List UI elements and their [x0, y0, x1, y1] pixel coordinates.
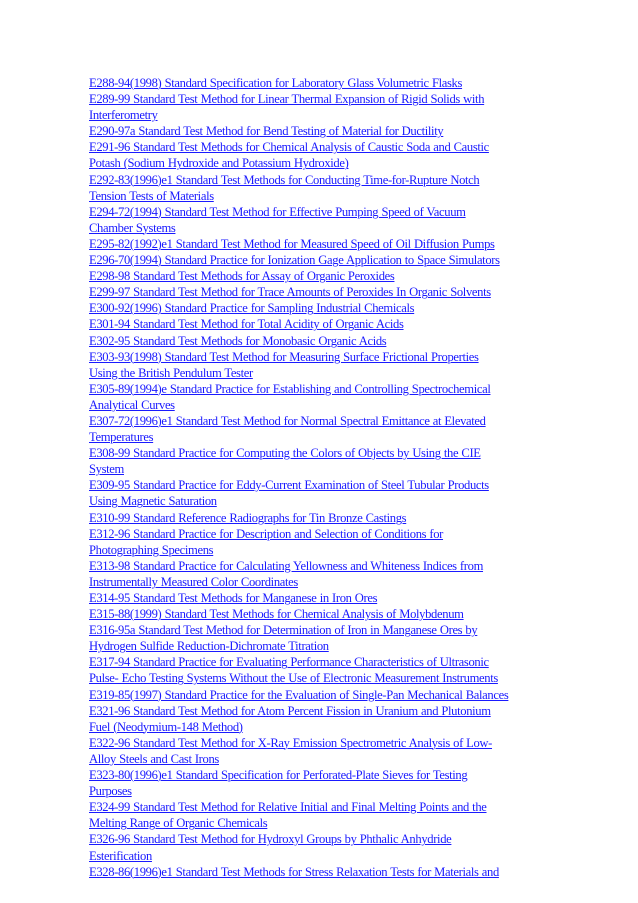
standard-link[interactable]: E289-99 Standard Test Method for Linear Thermal Expansion of Rigid Solids with — [89, 92, 485, 107]
standard-link[interactable]: E324-99 Standard Test Method for Relative Initial and Final Melting Points and the — [89, 800, 487, 815]
standard-link[interactable]: E288-94(1998) Standard Specification for Laboratory Glass Volumetric Flasks — [89, 76, 463, 90]
standard-link-continuation[interactable]: Purposes — [89, 784, 132, 799]
standard-link-continuation[interactable]: Melting Range of Organic Chemicals — [89, 816, 268, 831]
standard-link[interactable]: E292-83(1996)e1 Standard Test Methods for Conducting Time-for-Rupture Notch — [89, 172, 480, 187]
standard-link-continuation[interactable]: Interferometry — [89, 108, 158, 123]
standard-link[interactable]: E296-70(1994) Standard Practice for Ionization Gage Application to Space Simulators — [89, 253, 500, 268]
standard-link[interactable]: E319-85(1997) Standard Practice for the Evaluation of Single-Pan Mechanical Balances — [89, 687, 509, 702]
standard-link[interactable]: E321-96 Standard Test Method for Atom Percent Fission in Uranium and Plutonium — [89, 703, 491, 718]
standard-link[interactable]: E328-86(1996)e1 Standard Test Methods for Stress Relaxation Tests for Materials and — [89, 864, 499, 879]
standard-link-continuation[interactable]: Pulse- Echo Testing Systems Without the Use of Electronic Measurement Instruments — [89, 671, 498, 686]
standard-link[interactable]: E317-94 Standard Practice for Evaluating Performance Characteristics of Ultrasonic — [89, 655, 489, 670]
standard-link-continuation[interactable]: Using the British Pendulum Tester — [89, 365, 253, 380]
standard-link[interactable]: E326-96 Standard Test Method for Hydroxyl Groups by Phthalic Anhydride — [89, 832, 452, 847]
standard-link[interactable]: E310-99 Standard Reference Radiographs for Tin Bronze Castings — [89, 510, 407, 525]
standard-link[interactable]: E300-92(1996) Standard Practice for Sampling Industrial Chemicals — [89, 301, 415, 316]
standard-link[interactable]: E315-88(1999) Standard Test Methods for Chemical Analysis of Molybdenum — [89, 607, 464, 622]
standard-link-continuation[interactable]: Analytical Curves — [89, 397, 175, 412]
standard-link[interactable]: E302-95 Standard Test Methods for Monobasic Organic Acids — [89, 333, 387, 348]
standard-link[interactable]: E303-93(1998) Standard Test Method for Measuring Surface Frictional Properties — [89, 349, 479, 364]
standard-link[interactable]: E290-97a Standard Test Method for Bend Testing of Material for Ductility — [89, 124, 444, 139]
standard-link[interactable]: E305-89(1994)e Standard Practice for Establishing and Controlling Spectrochemical — [89, 381, 491, 396]
standard-link-continuation[interactable]: Fuel (Neodymium-148 Method) — [89, 719, 243, 734]
standard-link-continuation[interactable]: Using Magnetic Saturation — [89, 494, 217, 509]
standard-link[interactable]: E298-98 Standard Test Methods for Assay of Organic Peroxides — [89, 269, 395, 284]
standard-link[interactable]: E294-72(1994) Standard Test Method for Effective Pumping Speed of Vacuum — [89, 204, 466, 219]
standard-link[interactable]: E312-96 Standard Practice for Description and Selection of Conditions for — [89, 526, 444, 541]
document-page — [89, 75, 549, 880]
standard-link-continuation[interactable]: Hydrogen Sulfide Reduction-Dichromate Titration — [89, 639, 329, 654]
standard-link[interactable]: E313-98 Standard Practice for Calculating Yellowness and Whiteness Indices from — [89, 558, 484, 573]
standard-link[interactable]: E316-95a Standard Test Method for Determination of Iron in Manganese Ores by — [89, 623, 478, 638]
standard-link[interactable]: E295-82(1992)e1 Standard Test Method for Measured Speed of Oil Diffusion Pumps — [89, 236, 495, 251]
standard-link-continuation[interactable]: Chamber Systems — [89, 220, 176, 235]
standard-link-continuation[interactable]: Alloy Steels and Cast Irons — [89, 751, 219, 766]
standard-link-continuation[interactable]: Potash (Sodium Hydroxide and Potassium Hydroxide) — [89, 156, 349, 171]
standard-link[interactable]: E308-99 Standard Practice for Computing the Colors of Objects by Using the CIE — [89, 446, 481, 461]
standard-link[interactable]: E309-95 Standard Practice for Eddy-Current Examination of Steel Tubular Products — [89, 478, 489, 493]
standard-link-continuation[interactable]: Photographing Specimens — [89, 542, 214, 557]
standard-link-continuation[interactable]: Instrumentally Measured Color Coordinates — [89, 574, 298, 589]
standard-link[interactable]: E291-96 Standard Test Methods for Chemical Analysis of Caustic Soda and Caustic — [89, 140, 489, 155]
standard-link-continuation[interactable]: Temperatures — [89, 430, 154, 445]
standard-link-continuation[interactable]: Esterification — [89, 848, 152, 863]
standard-link-continuation[interactable]: Tension Tests of Materials — [89, 188, 214, 203]
standard-link[interactable]: E322-96 Standard Test Method for X-Ray Emission Spectrometric Analysis of Low- — [89, 735, 493, 750]
standard-link[interactable]: E301-94 Standard Test Method for Total Acidity of Organic Acids — [89, 317, 404, 332]
standard-link[interactable]: E323-80(1996)e1 Standard Specification for Perforated-Plate Sieves for Testing — [89, 768, 468, 783]
standard-link[interactable]: E307-72(1996)e1 Standard Test Method for Normal Spectral Emittance at Elevated — [89, 413, 486, 428]
standard-link[interactable]: E299-97 Standard Test Method for Trace Amounts of Peroxides In Organic Solvents — [89, 285, 491, 300]
standard-link-continuation[interactable]: System — [89, 462, 124, 477]
standard-link[interactable]: E314-95 Standard Test Methods for Manganese in Iron Ores — [89, 591, 378, 605]
